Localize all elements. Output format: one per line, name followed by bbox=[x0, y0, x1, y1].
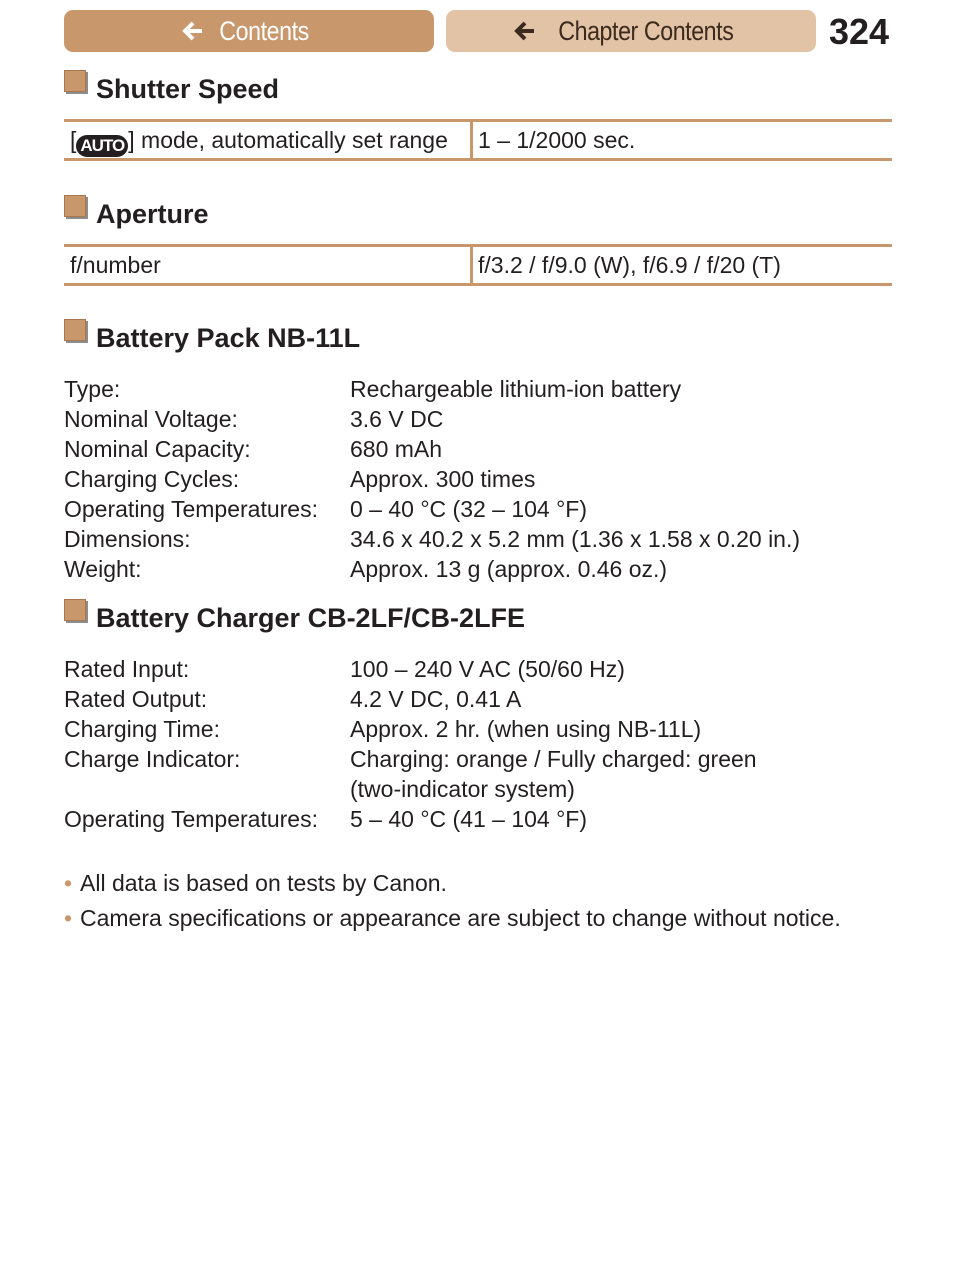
list-item: Type: Rechargeable lithium-ion battery bbox=[64, 376, 682, 402]
list-item: Operating Temperatures: 5 – 40 °C (41 – 104 °F) bbox=[64, 806, 588, 832]
list-item: Rated Output: 4.2 V DC, 0.41 A bbox=[64, 686, 522, 712]
page-number: 324 bbox=[828, 11, 890, 52]
list-item: Nominal Capacity: 680 mAh bbox=[64, 436, 443, 462]
list-item: Rated Input: 100 – 240 V AC (50/60 Hz) bbox=[64, 656, 625, 682]
list-item: Nominal Voltage: 3.6 V DC bbox=[64, 406, 444, 432]
table-cell-label: [ AUTO ] mode, automatically set range bbox=[64, 122, 473, 158]
auto-mode-icon: AUTO bbox=[76, 135, 128, 157]
bullet-icon: • bbox=[64, 870, 73, 896]
shutter-speed-table bbox=[64, 119, 892, 161]
contents-label: Contents bbox=[219, 15, 309, 46]
list-item: • Camera specifications or appearance are subject to change without notice. bbox=[64, 901, 924, 936]
section-marker-icon bbox=[64, 599, 86, 621]
charger-spec-list bbox=[64, 654, 924, 834]
table-cell-label: f/number bbox=[64, 247, 473, 283]
aperture-table bbox=[64, 244, 892, 286]
arrow-left-icon bbox=[182, 20, 204, 42]
section-title: Battery Charger CB-2LF/CB-2LFE bbox=[96, 603, 526, 633]
contents-button[interactable] bbox=[64, 10, 434, 52]
bullet-icon: • bbox=[64, 905, 73, 931]
table-cell-value: f/3.2 / f/9.0 (W), f/6.9 / f/20 (T) bbox=[478, 252, 781, 278]
section-marker-icon bbox=[64, 70, 86, 92]
notes-list bbox=[64, 866, 924, 936]
list-item: Dimensions: 34.6 x 40.2 x 5.2 mm (1.36 x 1.58 x 0.20 in.) bbox=[64, 526, 801, 552]
list-item: Charging Cycles: Approx. 300 times bbox=[64, 466, 536, 492]
list-item: Charging Time: Approx. 2 hr. (when using NB-11L) bbox=[64, 716, 702, 742]
table-cell-value: 1 – 1/2000 sec. bbox=[478, 127, 636, 153]
list-item: Operating Temperatures: 0 – 40 °C (32 – 104 °F) bbox=[64, 496, 588, 522]
battery-spec-list bbox=[64, 374, 924, 584]
section-marker-icon bbox=[64, 319, 86, 341]
section-marker-icon bbox=[64, 195, 86, 217]
list-item: • All data is based on tests by Canon. bbox=[64, 866, 924, 901]
section-title: Shutter Speed bbox=[96, 74, 280, 104]
list-item: Charge Indicator: Charging: orange / Fully charged: green bbox=[64, 746, 757, 772]
list-item: Weight: Approx. 13 g (approx. 0.46 oz.) bbox=[64, 556, 668, 582]
chapter-contents-label: Chapter Contents bbox=[558, 15, 734, 46]
chapter-contents-button[interactable] bbox=[446, 10, 816, 52]
section-title: Aperture bbox=[96, 199, 209, 229]
list-item: (two-indicator system) bbox=[350, 776, 575, 802]
arrow-left-icon bbox=[514, 20, 536, 42]
section-title: Battery Pack NB-11L bbox=[96, 323, 361, 353]
